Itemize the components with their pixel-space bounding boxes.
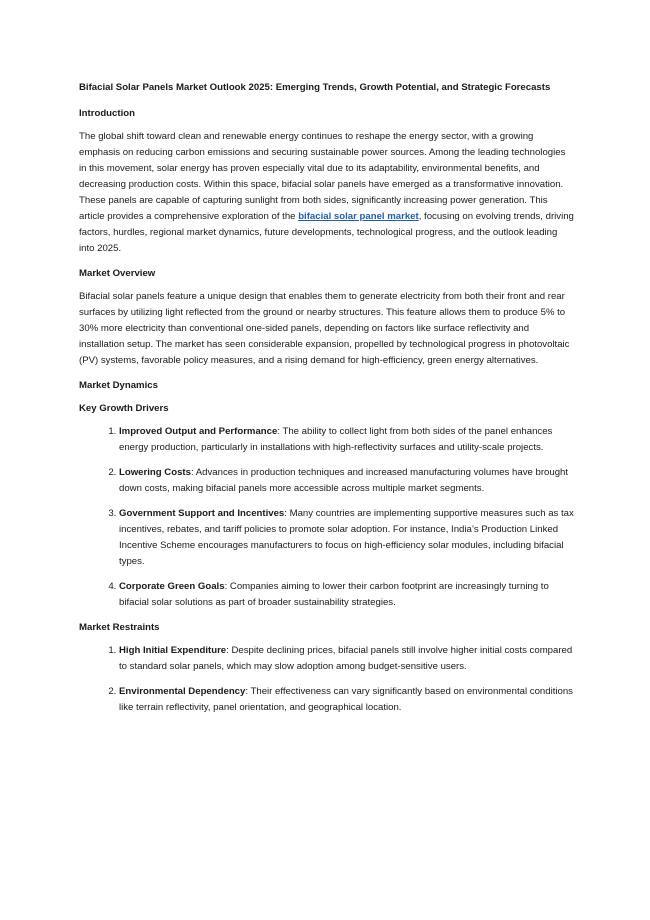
market-restraints-heading: Market Restraints [79,621,160,633]
list-item [119,684,574,716]
list-item-text: : Despite declining prices, bifacial panels still involve higher initial costs compared to standard solar panels, which may slow adoption among budget-sensitive users. [119,644,573,672]
list-item [119,465,574,497]
growth-drivers-list [79,424,574,611]
introduction-heading: Introduction [79,107,135,119]
market-overview-heading: Market Overview [79,267,156,279]
market-dynamics-heading: Market Dynamics [79,379,158,391]
list-item-lead: Lowering Costs [119,466,191,478]
list-item [119,506,574,570]
list-item-text: : Many countries are implementing supportive measures such as tax incentives, rebates, and tariff policies to promote solar adoption. For instance, India’s Production Linked Incentive Scheme encourages manufacturers to focus on high-efficiency solar modules, including bifacial types. [119,507,574,567]
market-restraints-list [79,643,574,716]
bifacial-market-link[interactable]: bifacial solar panel market [298,210,419,222]
market-overview-paragraph: Bifacial solar panels feature a unique design that enables them to generate electricity from both their front and rear surfaces by utilizing light reflected from the ground or nearby structures. This feature allows them to produce 5% to 30% more electricity than conventional one-sided panels, depending on factors like surface reflectivity and installation setup. The market has seen considerable expansion, propelled by technological progress in photovoltaic (PV) systems, favorable policy measures, and a rising demand for high-efficiency, green energy alternatives. [79,290,570,366]
list-item [119,579,574,611]
list-item-lead: Government Support and Incentives [119,507,285,519]
introduction-paragraph [79,129,574,257]
intro-text-before-link: The global shift toward clean and renewable energy continues to reshape the energy sector, with a growing emphasis on reducing carbon emissions and securing sustainable power sources. Among the leading technologies in this movement, solar energy has proven especially vital due to its adaptability, environmental benefits, and decreasing production costs. Within this space, bifacial solar panels have emerged as a transformative innovation. These panels are capable of capturing sunlight from both sides, significantly increasing power generation. This article provides a comprehensive exploration of the [79,130,566,222]
list-item-text: : Their effectiveness can vary significantly based on environmental conditions like terrain reflectivity, panel orientation, and geographical location. [119,685,573,713]
intro-text-after-link: , focusing on evolving trends, driving factors, hurdles, regional market dynamics, future developments, technological progress, and the outlook leading into 2025. [79,210,574,254]
growth-drivers-heading: Key Growth Drivers [79,402,169,414]
list-item-text: : Companies aiming to lower their carbon footprint are increasingly turning to bifacial solar solutions as part of broader sustainability strategies. [119,580,549,608]
document-title: Bifacial Solar Panels Market Outlook 2025: Emerging Trends, Growth Potential, and Strategic Forecasts [79,82,551,93]
list-item [119,643,574,675]
list-item-lead: Environmental Dependency [119,685,246,697]
list-item [119,424,574,456]
list-item-lead: Improved Output and Performance [119,425,278,437]
list-item-lead: Corporate Green Goals [119,580,225,592]
list-item-text: : Advances in production techniques and increased manufacturing volumes have brought down costs, making bifacial panels more accessible across multiple market segments. [119,466,569,494]
list-item-lead: High Initial Expenditure [119,644,227,656]
list-item-text: : The ability to collect light from both sides of the panel enhances energy production, particularly in installations with high-reflectivity surfaces and utility-scale projects. [119,425,553,453]
